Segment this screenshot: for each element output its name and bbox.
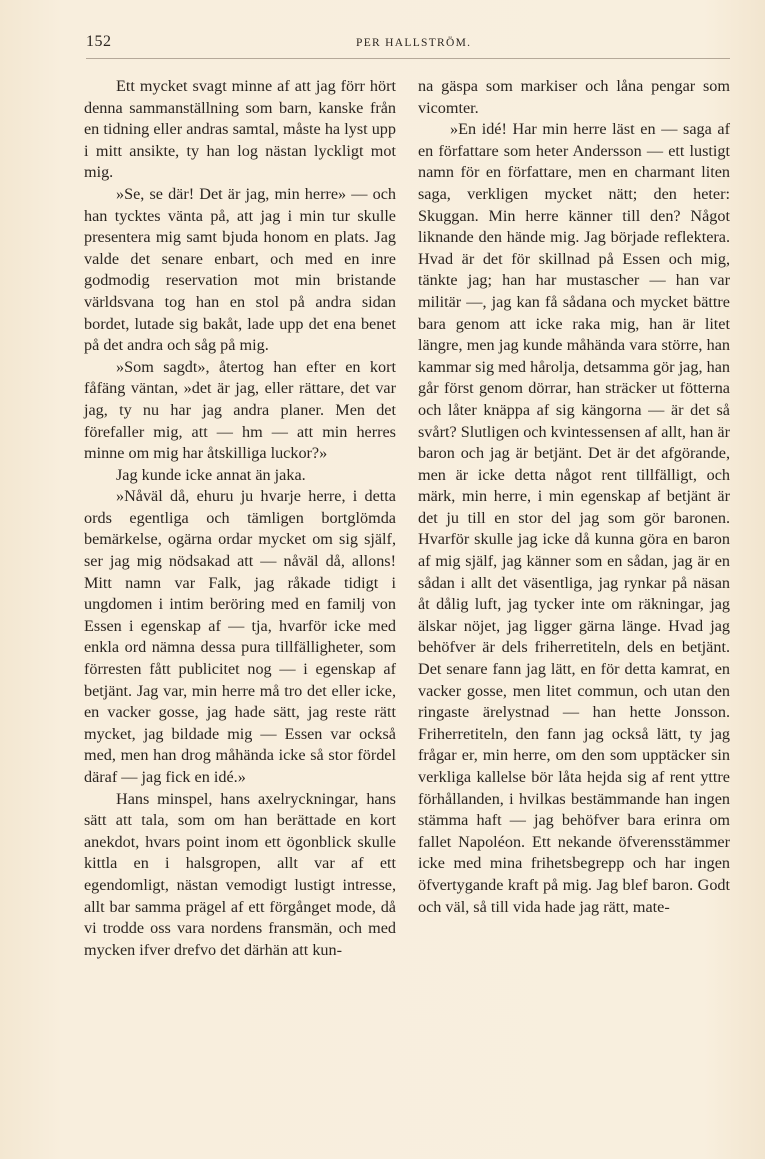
paragraph: »En idé! Har min herre läst en — saga af en författare som heter Andersson — ett lustigt namn för en författare, men en charmant liten saga, verkligen mycket nätt; den heter: Skuggan. Min herre känner till den? Något liknande den hände mig. Jag började reflektera. Hvad är det för skillnad på Essen och mig, tänkte jag; han har mustascher — han var militär —, jag kan få sådana och mycket bättre bara genom att icke raka mig, han är litet längre, men jag kunde måhända vara större, han kammar sig med hårolja, detsamma gör jag, han går först genom dörrar, han sträcker ut fötterna och låter knäppa af sig kängorna — är det så svårt? Slutligen och kvintessensen af allt, han är baron och jag är betjänt. Det är det afgörande, men är icke detta något rent tillfälligt, och märk, min herre, i min egenskap af betjänt är det ju till en stor del jag som gör baronen. Hvarför skulle jag icke då kunna göra en baron af mig själf, jag känner som en sådan, jag är en sådan i allt det väsentliga, jag rynkar på näsan åt dålig luft, jag tycker inte om räkningar, jag älskar nöjet, jag ligger gärna länge. Hvad jag behöfver är dels friherretiteln, dels en betjänt. Det senare fann jag lätt, en för detta kamrat, en vacker gosse, men litet commun, och utan den ringaste ärelystnad — han hette Jonsson. Friherretiteln, den fann jag också lätt, ty jag frågar er, min herre, om den som upptäcker sin verkliga kallelse bör låta hejda sig af rent yttre förhållanden, i hvilkas bestämmande han ingen stämma haft — jag behöfver bara erinra om fallet Napoléon. Ett nekande öfverensstämmer icke med mina frihetsbegrepp och har ingen öfvertygande kraft på mig. Jag blef baron. Godt och väl, så till vida hade jag rätt, mate- <box>418 120 730 916</box>
paragraph: Jag kunde icke annat än jaka. <box>116 465 306 484</box>
paragraph: Hans minspel, hans axelryckningar, hans sätt att tala, som om han berättade en kort anekdot, hvars point inom ett ögonblick skulle kittla en i halsgropen, allt var af ett egendomligt, nästan vemodigt lustigt intresse, allt bar samma prägel af ett förgånget mode, då vi trodde oss vara nordens fransmän, och med mycken ifver drefvo det därhän att kun- <box>84 789 396 959</box>
paragraph: »Se, se där! Det är jag, min herre» — och han tycktes vänta på, att jag i min tur skulle presentera mig samt bjuda honom en plats. Jag valde det senare enbart, och med en inre godmodig reservation mot min bristande världsvana tog han en stol på andra sidan bordet, lutade sig bakåt, lade upp det ena benet på det andra och såg på mig. <box>84 184 396 355</box>
paragraph: »Nåväl då, ehuru ju hvarje herre, i detta ords egentliga och tämligen bortglömda bemärkelse, ogärna ordar mycket om sig själf, ser jag mig nödsakad att — nåväl då, allons! Mitt namn var Falk, jag råkade tidigt i ungdomen i intim beröring med en familj von Essen i egenskap af — tja, hvarför icke med enkla ord nämna dessa pura tillfälligheter, som förresten fått publicitet nog — i egenskap af betjänt. Jag var, min herre må tro det eller icke, en vacker gosse, jag hade sätt, jag reste rätt mycket, jag bildade mig — Essen var också med, men han drog måhända icke så stor fördel däraf — jag fick en idé.» <box>84 487 396 786</box>
page-header <box>86 33 730 55</box>
page-number: 152 <box>86 33 112 50</box>
paragraph: na gäspa som markiser och låna pengar som vicomter. <box>418 77 730 117</box>
running-head: PER HALLSTRÖM. <box>356 37 472 49</box>
right-column <box>418 76 730 918</box>
paragraph: »Som sagdt», återtog han efter en kort fåfäng väntan, »det är jag, eller rättare, det var jag, ty nu har jag andra planer. Men det förefaller mig, att — hm — att min herres minne om mig har åtskilliga luckor?» <box>84 357 396 463</box>
paragraph: Ett mycket svagt minne af att jag förr hört denna sammanställning som barn, kanske från en tidning eller andras samtal, måste ha lyst upp i mitt ansikte, ty han log nästan lyckligt mot mig. <box>84 77 396 182</box>
header-rule <box>86 58 730 59</box>
left-column <box>84 76 396 961</box>
